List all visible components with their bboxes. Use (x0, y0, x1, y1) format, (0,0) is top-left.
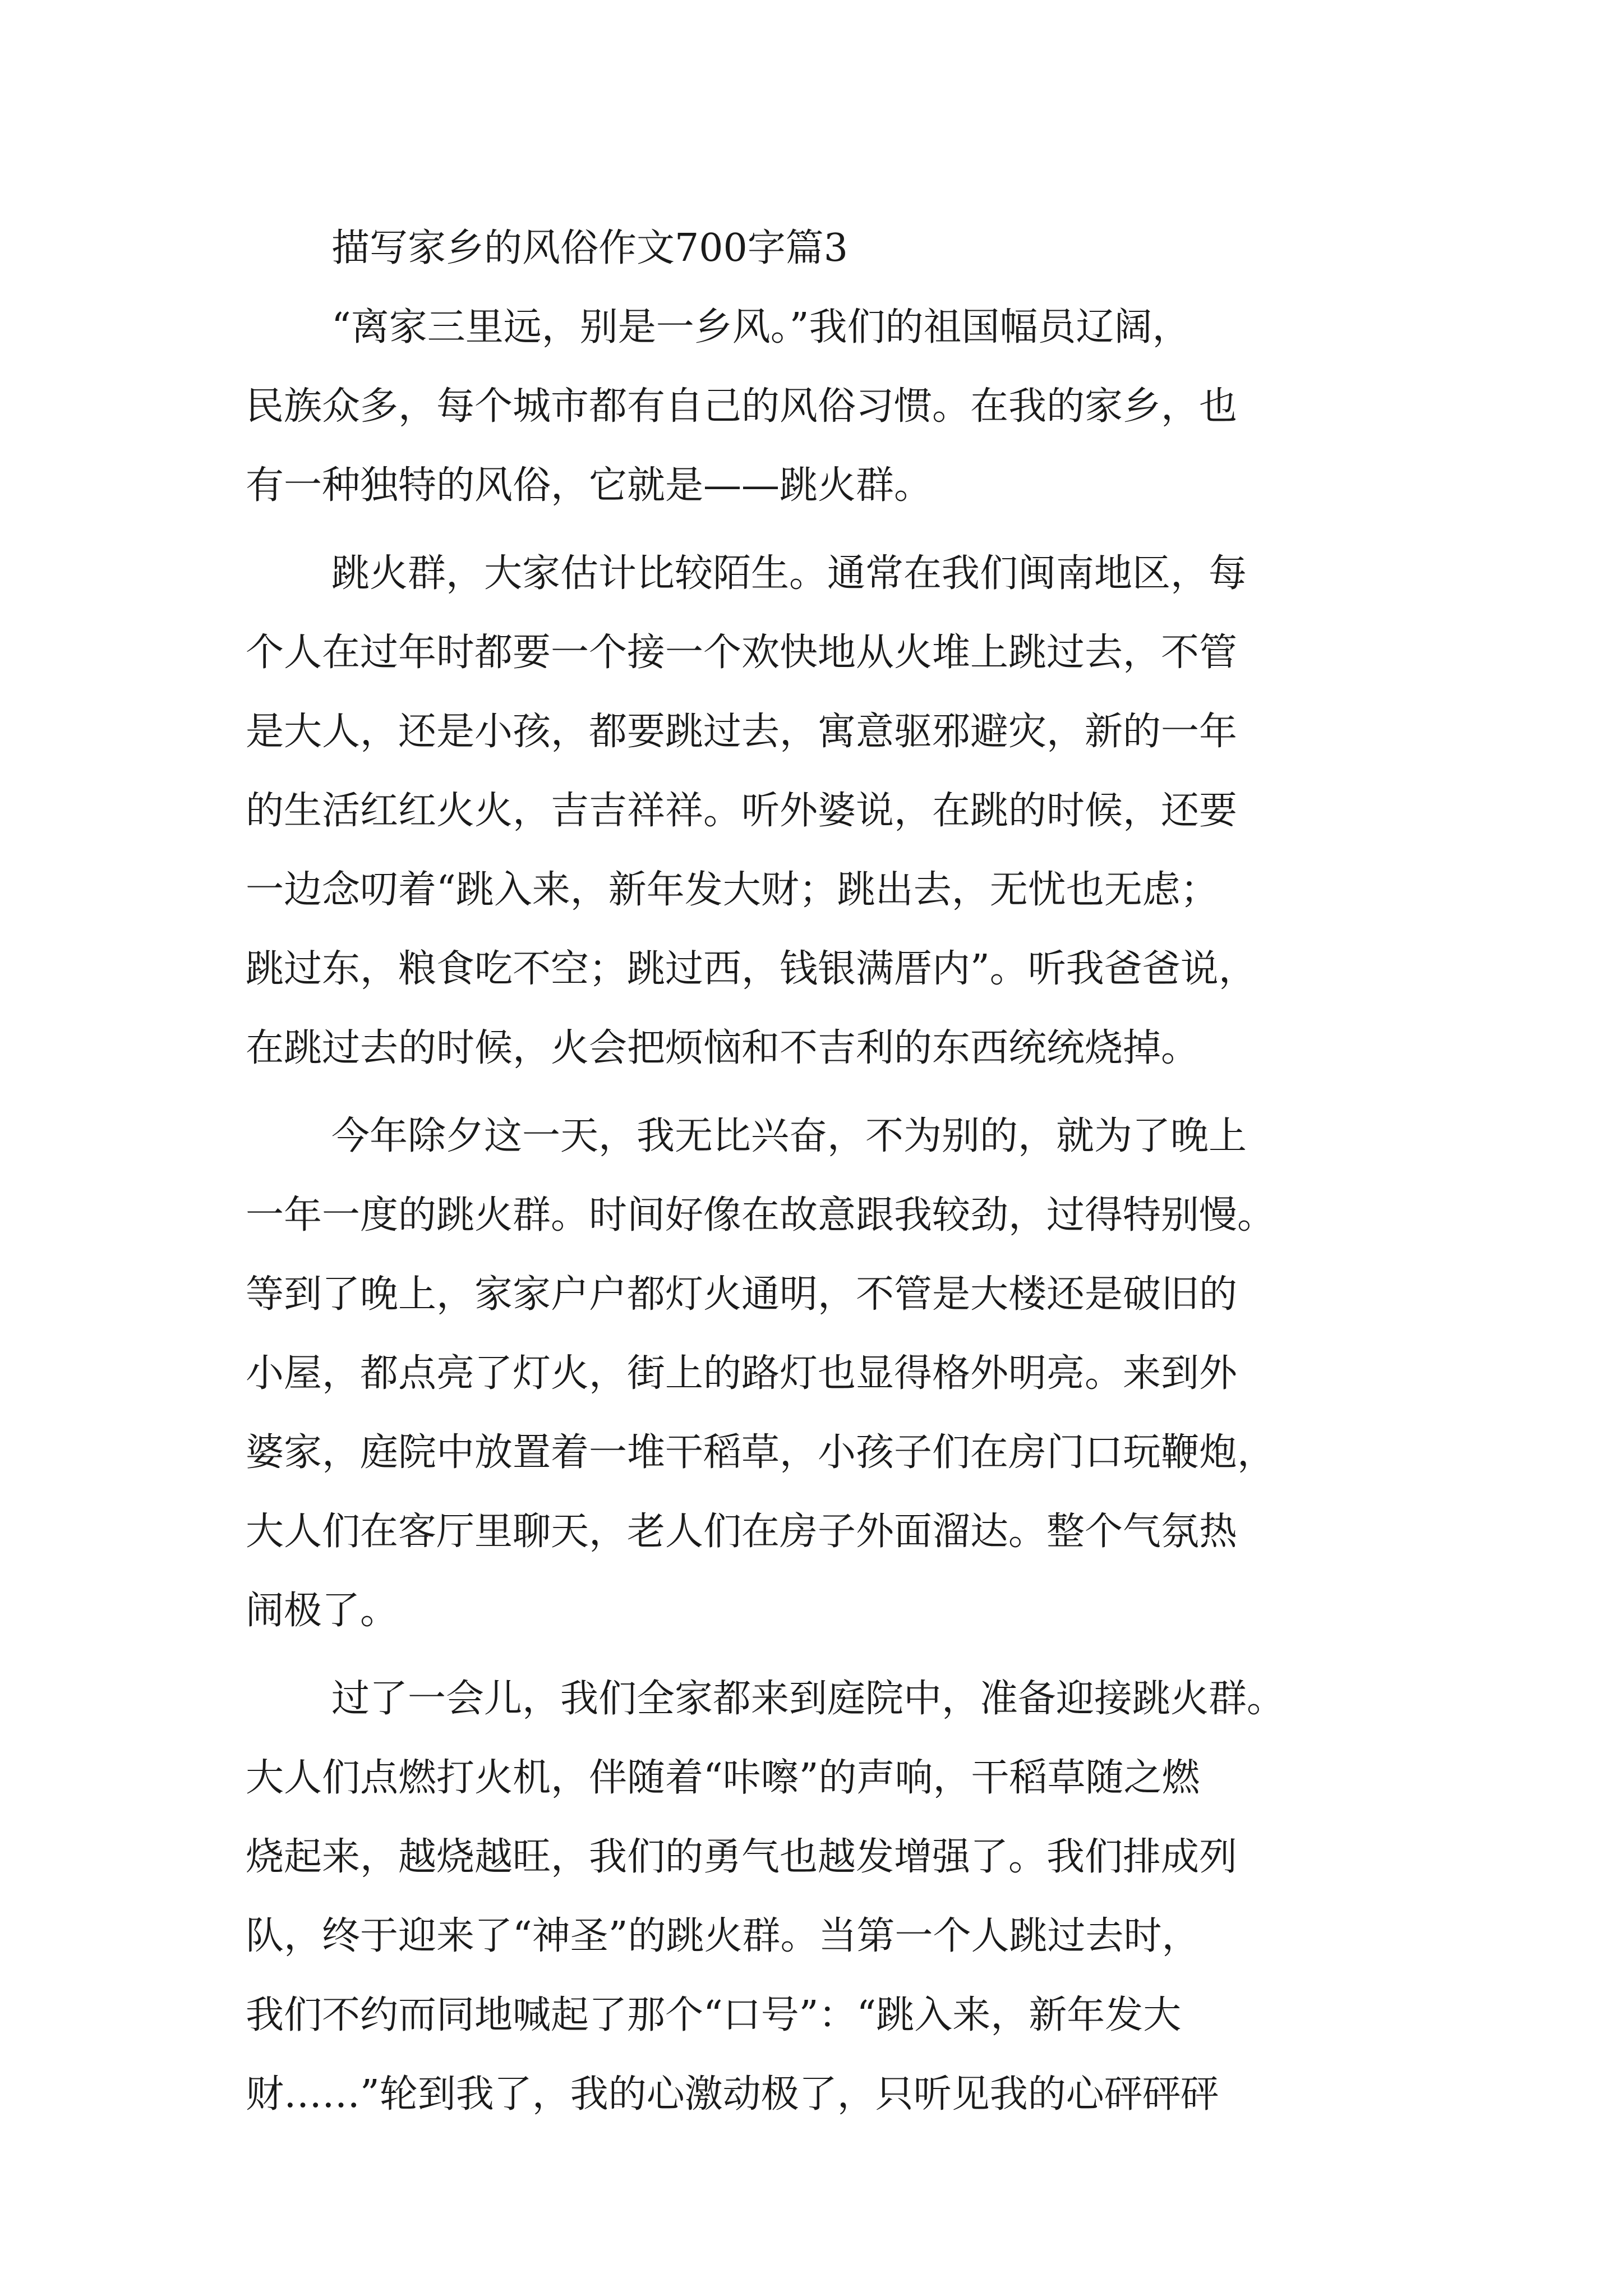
paragraph-line: 财……”轮到我了，我的心激动极了，只听见我的心砰砰砰 (246, 2072, 1219, 2116)
paragraph-line: 大人们在客厅里聊天，老人们在房子外面溜达。整个气氛热 (246, 1510, 1238, 1554)
paragraph-line: 一边念叨着“跳入来，新年发大财；跳出去，无忧也无虑； (246, 868, 1219, 912)
paragraph-line: 今年除夕这一天，我无比兴奋，不为别的，就为了晚上 (331, 1114, 1247, 1158)
paragraph-line: 一年一度的跳火群。时间好像在故意跟我较劲，过得特别慢。 (246, 1193, 1276, 1237)
paragraph-line: 的生活红红火火，吉吉祥祥。听外婆说，在跳的时候，还要 (246, 789, 1238, 833)
paragraph-1 (246, 288, 1390, 525)
paragraph-line: 在跳过去的时候，火会把烦恼和不吉利的东西统统烧掉。 (246, 1026, 1200, 1070)
paragraph-line: 等到了晚上，家家户户都灯火通明，不管是大楼还是破旧的 (246, 1272, 1238, 1317)
paragraph-4 (246, 1659, 1390, 2134)
paragraph-line: 烧起来，越烧越旺，我们的勇气也越发增强了。我们排成列 (246, 1835, 1238, 1879)
paragraph-line: 婆家，庭院中放置着一堆干稻草，小孩子们在房门口玩鞭炮， (246, 1430, 1276, 1475)
paragraph-line: 小屋，都点亮了灯火，街上的路灯也显得格外明亮。来到外 (246, 1351, 1238, 1396)
paragraph-line: 有一种独特的风俗，它就是——跳火群。 (246, 463, 933, 508)
paragraph-line: 过了一会儿，我们全家都来到庭院中，准备迎接跳火群。 (331, 1677, 1285, 1721)
paragraph-line: 跳过东，粮食吃不空；跳过西，钱银满厝内”。听我爸爸说， (246, 947, 1257, 991)
paragraph-line: 大人们点燃打火机，伴随着“咔嚓”的声响，干稻草随之燃 (246, 1756, 1200, 1800)
paragraph-line: 闹极了。 (246, 1589, 399, 1633)
paragraph-2 (246, 534, 1390, 1088)
paragraph-line: “离家三里远，别是一乡风。”我们的祖国幅员辽阔， (331, 305, 1191, 349)
paragraph-3 (246, 1097, 1390, 1650)
document-body (246, 209, 1390, 2143)
paragraph-line: 是大人，还是小孩，都要跳过去，寓意驱邪避灾，新的一年 (246, 710, 1238, 754)
paragraph-line: 我们不约而同地喊起了那个“口号”：“跳入来，新年发大 (246, 1993, 1182, 2037)
document-title: 描写家乡的风俗作文700字篇3 (331, 226, 849, 270)
paragraph-line: 队，终于迎来了“神圣”的跳火群。当第一个人跳过去时， (246, 1914, 1200, 1958)
paragraph-line: 民族众多，每个城市都有自己的风俗习惯。在我的家乡，也 (246, 384, 1238, 429)
paragraph-line: 跳火群，大家估计比较陌生。通常在我们闽南地区，每 (331, 551, 1247, 596)
paragraph-line: 个人在过年时都要一个接一个欢快地从火堆上跳过去，不管 (246, 631, 1238, 675)
